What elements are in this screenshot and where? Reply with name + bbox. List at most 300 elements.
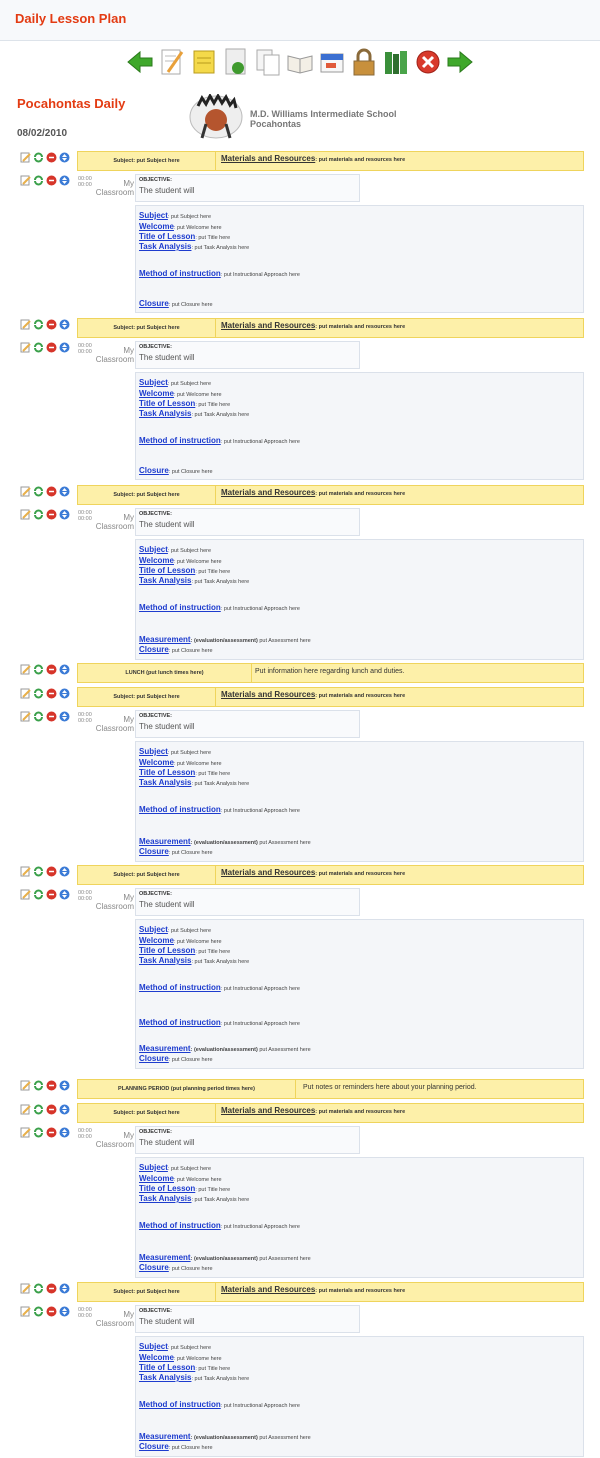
- lesson-plan-name: Pocahontas Daily: [17, 96, 126, 111]
- room-line2: Classroom: [95, 1140, 134, 1149]
- welcome-field: [139, 758, 222, 767]
- objective-text: The student will: [139, 1317, 195, 1326]
- measurement-field: [139, 1432, 311, 1441]
- task-field-link[interactable]: Task Analysis: [139, 956, 192, 965]
- row-action-icons: [20, 1127, 72, 1138]
- start-time: 00:00: [78, 510, 92, 516]
- measurement-field-value: put Assessment here: [257, 1047, 311, 1053]
- task-field-link[interactable]: Task Analysis: [139, 242, 192, 251]
- edit-icon[interactable]: [20, 1306, 31, 1317]
- method-field: [139, 436, 300, 445]
- lesson-details: [135, 205, 584, 313]
- subject-band-label[interactable]: Subject: put Subject here: [78, 688, 216, 706]
- objective-text: The student will: [139, 186, 195, 195]
- welcome-field-link[interactable]: Welcome: [139, 1174, 174, 1183]
- subject-field-link[interactable]: Subject: [139, 378, 168, 387]
- planning-band: [77, 1079, 584, 1099]
- task-field-link[interactable]: Task Analysis: [139, 409, 192, 418]
- room-line2: Classroom: [95, 522, 134, 531]
- materials-value: : put materials and resources here: [315, 1288, 406, 1294]
- method-field-link[interactable]: Method of instruction: [139, 1221, 221, 1230]
- lesson-time: [78, 176, 92, 188]
- method-field-link[interactable]: Method of instruction: [139, 983, 221, 992]
- refresh-icon[interactable]: [33, 509, 44, 520]
- lesson-room: [92, 1310, 134, 1328]
- reorder-icon[interactable]: [59, 866, 70, 877]
- method-field: [139, 983, 300, 992]
- refresh-icon[interactable]: [33, 486, 44, 497]
- subject-field: [139, 1342, 211, 1351]
- edit-icon[interactable]: [20, 889, 31, 900]
- delete-icon[interactable]: [46, 152, 57, 163]
- subject-field-value: : put Subject here: [167, 548, 212, 554]
- end-time: 00:00: [78, 516, 92, 522]
- lock-icon[interactable]: [350, 46, 378, 78]
- objective-label: OBJECTIVE:: [139, 344, 173, 350]
- task-field: [139, 1373, 249, 1382]
- subject-field-link[interactable]: Subject: [139, 925, 168, 934]
- books-icon[interactable]: [382, 46, 410, 78]
- method-field-value: : put Instructional Approach here: [220, 439, 300, 445]
- method-field-link[interactable]: Method of instruction: [139, 1400, 221, 1409]
- sticky-note-icon[interactable]: [190, 46, 218, 78]
- welcome-field-link[interactable]: Welcome: [139, 389, 174, 398]
- row-action-icons: [20, 509, 72, 520]
- reorder-icon[interactable]: [59, 664, 70, 675]
- reorder-icon[interactable]: [59, 319, 70, 330]
- school-name: [250, 109, 396, 129]
- delete-icon[interactable]: [46, 342, 57, 353]
- subject-band-label[interactable]: Subject: put Subject here: [78, 1104, 216, 1122]
- objective-text: The student will: [139, 900, 195, 909]
- end-time: 00:00: [78, 182, 92, 188]
- delete-icon[interactable]: [46, 1306, 57, 1317]
- delete-icon[interactable]: [46, 889, 57, 900]
- planning-band-note[interactable]: Put notes or reminders here about your planning period.: [303, 1084, 477, 1091]
- school-name-line1: M.D. Williams Intermediate School: [250, 109, 397, 119]
- closure-field-link[interactable]: Closure: [139, 847, 169, 856]
- refresh-icon[interactable]: [33, 175, 44, 186]
- task-field-link[interactable]: Task Analysis: [139, 778, 192, 787]
- subject-field-link[interactable]: Subject: [139, 1342, 168, 1351]
- refresh-icon[interactable]: [33, 866, 44, 877]
- materials-resources[interactable]: [221, 488, 405, 497]
- refresh-icon[interactable]: [33, 688, 44, 699]
- row-action-icons: [20, 688, 72, 699]
- title-field: [139, 1184, 230, 1193]
- materials-link: Materials and Resources: [221, 868, 316, 877]
- refresh-icon[interactable]: [33, 342, 44, 353]
- room-line2: Classroom: [95, 188, 134, 197]
- title-field-value: : put Title here: [195, 1187, 231, 1193]
- materials-resources[interactable]: [221, 868, 405, 877]
- edit-icon[interactable]: [20, 319, 31, 330]
- method-field-value: : put Instructional Approach here: [220, 606, 300, 612]
- title-field-value: : put Title here: [195, 771, 231, 777]
- task-field-value: : put Task Analysis here: [191, 412, 250, 418]
- task-field-link[interactable]: Task Analysis: [139, 1373, 192, 1382]
- row-action-icons: [20, 152, 72, 163]
- subject-field-value: : put Subject here: [167, 381, 212, 387]
- title-field-link[interactable]: Title of Lesson: [139, 946, 196, 955]
- materials-resources[interactable]: [221, 1285, 405, 1294]
- objective-text: The student will: [139, 520, 195, 529]
- method-field: [139, 269, 300, 278]
- delete-icon[interactable]: [46, 1104, 57, 1115]
- task-field-value: : put Task Analysis here: [191, 1197, 250, 1203]
- title-field: [139, 946, 230, 955]
- welcome-field-link[interactable]: Welcome: [139, 936, 174, 945]
- method-field-value: : put Instructional Approach here: [220, 272, 300, 278]
- refresh-icon[interactable]: [33, 1104, 44, 1115]
- welcome-field-value: : put Welcome here: [173, 1177, 222, 1183]
- open-book-icon[interactable]: [286, 46, 314, 78]
- method-field-value: : put Instructional Approach here: [220, 986, 300, 992]
- subject-field-value: : put Subject here: [167, 750, 212, 756]
- measurement-field-qualifier: : (evaluation/assessment): [190, 1435, 258, 1441]
- delete-icon[interactable]: [46, 486, 57, 497]
- welcome-field-link[interactable]: Welcome: [139, 758, 174, 767]
- edit-icon[interactable]: [20, 711, 31, 722]
- objective-box[interactable]: [135, 1126, 360, 1154]
- room-line2: Classroom: [95, 724, 134, 733]
- row-action-icons: [20, 175, 72, 186]
- edit-icon[interactable]: [20, 175, 31, 186]
- measurement-field-qualifier: : (evaluation/assessment): [190, 1256, 258, 1262]
- materials-value: : put materials and resources here: [315, 324, 406, 330]
- edit-icon[interactable]: [20, 688, 31, 699]
- objective-box[interactable]: [135, 1305, 360, 1333]
- edit-icon[interactable]: [20, 486, 31, 497]
- materials-value: : put materials and resources here: [315, 693, 406, 699]
- subject-field-link[interactable]: Subject: [139, 545, 168, 554]
- room-line1: My: [123, 893, 134, 902]
- lesson-time: [78, 510, 92, 522]
- delete-icon[interactable]: [46, 664, 57, 675]
- start-time: 00:00: [78, 1128, 92, 1134]
- materials-value: : put materials and resources here: [315, 157, 406, 163]
- edit-icon[interactable]: [20, 1283, 31, 1294]
- welcome-field: [139, 1353, 222, 1362]
- school-logo: [188, 94, 244, 140]
- copy-pages-icon[interactable]: [254, 46, 282, 78]
- method-field-link[interactable]: Method of instruction: [139, 603, 221, 612]
- subject-band-label[interactable]: Subject: put Subject here: [78, 152, 216, 170]
- lesson-details: [135, 539, 584, 660]
- task-field-link[interactable]: Task Analysis: [139, 576, 192, 585]
- subject-band-label[interactable]: Subject: put Subject here: [78, 866, 216, 884]
- subject-field: [139, 925, 211, 934]
- edit-note-icon[interactable]: [158, 46, 186, 78]
- reorder-icon[interactable]: [59, 1104, 70, 1115]
- title-field-link[interactable]: Title of Lesson: [139, 566, 196, 575]
- back-arrow-icon[interactable]: [126, 46, 154, 78]
- task-field: [139, 576, 249, 585]
- subject-band: [77, 318, 584, 338]
- welcome-field-value: : put Welcome here: [173, 761, 222, 767]
- subject-field: [139, 378, 211, 387]
- subject-band-label[interactable]: Subject: put Subject here: [78, 319, 216, 337]
- reorder-icon[interactable]: [59, 342, 70, 353]
- room-line1: My: [123, 715, 134, 724]
- measurement-field: [139, 1044, 311, 1053]
- closure-field: [139, 466, 213, 475]
- objective-text: The student will: [139, 722, 195, 731]
- method-field-2-link[interactable]: Method of instruction: [139, 1018, 221, 1027]
- refresh-icon[interactable]: [33, 711, 44, 722]
- lesson-plan-date: 08/02/2010: [17, 128, 68, 139]
- welcome-field-link[interactable]: Welcome: [139, 222, 174, 231]
- delete-icon[interactable]: [46, 1080, 57, 1091]
- closure-field-value: : put Closure here: [168, 648, 213, 654]
- welcome-field: [139, 936, 222, 945]
- title-field-link[interactable]: Title of Lesson: [139, 768, 196, 777]
- closure-field: [139, 645, 213, 654]
- lunch-band-label[interactable]: LUNCH (put lunch times here): [78, 664, 252, 682]
- row-action-icons: [20, 711, 72, 722]
- materials-resources[interactable]: [221, 1106, 405, 1115]
- refresh-icon[interactable]: [33, 1080, 44, 1091]
- lunch-band-note[interactable]: Put information here regarding lunch and duties.: [255, 668, 405, 675]
- materials-resources[interactable]: [221, 690, 405, 699]
- measurement-field-qualifier: : (evaluation/assessment): [190, 840, 258, 846]
- edit-icon[interactable]: [20, 509, 31, 520]
- measurement-field-value: put Assessment here: [257, 840, 311, 846]
- edit-icon[interactable]: [20, 342, 31, 353]
- title-field-value: : put Title here: [195, 949, 231, 955]
- forward-arrow-icon[interactable]: [446, 46, 474, 78]
- reorder-icon[interactable]: [59, 486, 70, 497]
- method-field-value: : put Instructional Approach here: [220, 1224, 300, 1230]
- title-field: [139, 399, 230, 408]
- materials-link: Materials and Resources: [221, 154, 316, 163]
- edit-icon[interactable]: [20, 152, 31, 163]
- subject-field: [139, 1163, 211, 1172]
- welcome-field-value: : put Welcome here: [173, 225, 222, 231]
- task-field: [139, 1194, 249, 1203]
- measurement-field-qualifier: : (evaluation/assessment): [190, 638, 258, 644]
- refresh-icon[interactable]: [33, 889, 44, 900]
- objective-box[interactable]: [135, 341, 360, 369]
- row-action-icons: [20, 486, 72, 497]
- refresh-icon[interactable]: [33, 152, 44, 163]
- reorder-icon[interactable]: [59, 152, 70, 163]
- materials-link: Materials and Resources: [221, 488, 316, 497]
- lesson-time: [78, 712, 92, 724]
- measurement-field-link[interactable]: Measurement: [139, 635, 191, 644]
- row-action-icons: [20, 1104, 72, 1115]
- refresh-icon[interactable]: [33, 319, 44, 330]
- reorder-icon[interactable]: [59, 1283, 70, 1294]
- title-field-value: : put Title here: [195, 1366, 231, 1372]
- room-line1: My: [123, 1131, 134, 1140]
- measurement-field: [139, 837, 311, 846]
- page-title: Daily Lesson Plan: [15, 11, 127, 26]
- reorder-icon[interactable]: [59, 1080, 70, 1091]
- globe-document-icon[interactable]: [222, 46, 250, 78]
- row-action-icons: [20, 1283, 72, 1294]
- subject-field-link[interactable]: Subject: [139, 211, 168, 220]
- method-field-2: [139, 1018, 300, 1027]
- closure-field-link[interactable]: Closure: [139, 299, 169, 308]
- room-line1: My: [123, 179, 134, 188]
- subject-field-value: : put Subject here: [167, 1166, 212, 1172]
- welcome-field-link[interactable]: Welcome: [139, 556, 174, 565]
- lesson-details: [135, 919, 584, 1069]
- title-field-link[interactable]: Title of Lesson: [139, 1184, 196, 1193]
- delete-icon[interactable]: [46, 688, 57, 699]
- reorder-icon[interactable]: [59, 711, 70, 722]
- lesson-room: [92, 715, 134, 733]
- materials-resources[interactable]: [221, 154, 405, 163]
- reorder-icon[interactable]: [59, 688, 70, 699]
- row-action-icons: [20, 342, 72, 353]
- lesson-details: [135, 741, 584, 862]
- reorder-icon[interactable]: [59, 1306, 70, 1317]
- closure-field: [139, 299, 213, 308]
- materials-link: Materials and Resources: [221, 321, 316, 330]
- objective-label: OBJECTIVE:: [139, 1129, 173, 1135]
- delete-icon[interactable]: [46, 319, 57, 330]
- edit-icon[interactable]: [20, 1127, 31, 1138]
- welcome-field: [139, 556, 222, 565]
- closure-field-link[interactable]: Closure: [139, 645, 169, 654]
- closure-field-link[interactable]: Closure: [139, 466, 169, 475]
- room-line1: My: [123, 346, 134, 355]
- refresh-icon[interactable]: [33, 1127, 44, 1138]
- delete-icon[interactable]: [46, 1283, 57, 1294]
- cancel-icon[interactable]: [414, 46, 442, 78]
- lesson-time: [78, 343, 92, 355]
- calendar-icon[interactable]: [318, 46, 346, 78]
- subject-field-link[interactable]: Subject: [139, 747, 168, 756]
- edit-icon[interactable]: [20, 664, 31, 675]
- closure-field: [139, 847, 213, 856]
- closure-field-value: : put Closure here: [168, 302, 213, 308]
- task-field-link[interactable]: Task Analysis: [139, 1194, 192, 1203]
- measurement-field-link[interactable]: Measurement: [139, 837, 191, 846]
- page-header: [0, 0, 600, 41]
- row-action-icons: [20, 1080, 72, 1091]
- closure-field-link[interactable]: Closure: [139, 1054, 169, 1063]
- end-time: 00:00: [78, 718, 92, 724]
- refresh-icon[interactable]: [33, 1283, 44, 1294]
- lunch-band: [77, 663, 584, 683]
- closure-field: [139, 1054, 213, 1063]
- welcome-field-link[interactable]: Welcome: [139, 1353, 174, 1362]
- closure-field-link[interactable]: Closure: [139, 1263, 169, 1272]
- measurement-field-link[interactable]: Measurement: [139, 1253, 191, 1262]
- measurement-field-value: put Assessment here: [257, 638, 311, 644]
- subject-band-label[interactable]: Subject: put Subject here: [78, 1283, 216, 1301]
- closure-field-value: : put Closure here: [168, 1445, 213, 1451]
- objective-box[interactable]: [135, 710, 360, 738]
- objective-text: The student will: [139, 1138, 195, 1147]
- materials-resources[interactable]: [221, 321, 405, 330]
- method-field-link[interactable]: Method of instruction: [139, 269, 221, 278]
- edit-icon[interactable]: [20, 866, 31, 877]
- edit-icon[interactable]: [20, 1080, 31, 1091]
- subject-field-link[interactable]: Subject: [139, 1163, 168, 1172]
- objective-box[interactable]: [135, 174, 360, 202]
- delete-icon[interactable]: [46, 711, 57, 722]
- task-field: [139, 409, 249, 418]
- materials-link: Materials and Resources: [221, 1285, 316, 1294]
- end-time: 00:00: [78, 349, 92, 355]
- lesson-details: [135, 372, 584, 480]
- title-field: [139, 768, 230, 777]
- reorder-icon[interactable]: [59, 889, 70, 900]
- reorder-icon[interactable]: [59, 1127, 70, 1138]
- method-field-link[interactable]: Method of instruction: [139, 436, 221, 445]
- lesson-time: [78, 1307, 92, 1319]
- method-field-value: : put Instructional Approach here: [220, 1403, 300, 1409]
- objective-label: OBJECTIVE:: [139, 891, 173, 897]
- delete-icon[interactable]: [46, 175, 57, 186]
- title-field-link[interactable]: Title of Lesson: [139, 1363, 196, 1372]
- subject-band: [77, 151, 584, 171]
- planning-band-label[interactable]: PLANNING PERIOD (put planning period times here): [78, 1080, 296, 1098]
- row-action-icons: [20, 866, 72, 877]
- title-field-link[interactable]: Title of Lesson: [139, 399, 196, 408]
- task-field-value: : put Task Analysis here: [191, 245, 250, 251]
- room-line2: Classroom: [95, 902, 134, 911]
- delete-icon[interactable]: [46, 866, 57, 877]
- measurement-field: [139, 1253, 311, 1262]
- method-field: [139, 805, 300, 814]
- subject-field-value: : put Subject here: [167, 214, 212, 220]
- closure-field-link[interactable]: Closure: [139, 1442, 169, 1451]
- closure-field-value: : put Closure here: [168, 850, 213, 856]
- reorder-icon[interactable]: [59, 175, 70, 186]
- method-field: [139, 1221, 300, 1230]
- delete-icon[interactable]: [46, 1127, 57, 1138]
- task-field: [139, 956, 249, 965]
- title-field-link[interactable]: Title of Lesson: [139, 232, 196, 241]
- materials-link: Materials and Resources: [221, 1106, 316, 1115]
- start-time: 00:00: [78, 343, 92, 349]
- title-field-value: : put Title here: [195, 402, 231, 408]
- delete-icon[interactable]: [46, 509, 57, 520]
- reorder-icon[interactable]: [59, 509, 70, 520]
- title-field: [139, 1363, 230, 1372]
- welcome-field: [139, 1174, 222, 1183]
- edit-icon[interactable]: [20, 1104, 31, 1115]
- toolbar: [126, 46, 476, 80]
- subject-band: [77, 687, 584, 707]
- row-action-icons: [20, 889, 72, 900]
- closure-field-value: : put Closure here: [168, 1057, 213, 1063]
- measurement-field-link[interactable]: Measurement: [139, 1432, 191, 1441]
- objective-box[interactable]: [135, 508, 360, 536]
- subject-field: [139, 545, 211, 554]
- objective-label: OBJECTIVE:: [139, 1308, 173, 1314]
- refresh-icon[interactable]: [33, 1306, 44, 1317]
- end-time: 00:00: [78, 896, 92, 902]
- objective-box[interactable]: [135, 888, 360, 916]
- method-field-link[interactable]: Method of instruction: [139, 805, 221, 814]
- measurement-field-link[interactable]: Measurement: [139, 1044, 191, 1053]
- end-time: 00:00: [78, 1134, 92, 1140]
- start-time: 00:00: [78, 176, 92, 182]
- row-action-icons: [20, 1306, 72, 1317]
- subject-band-label[interactable]: Subject: put Subject here: [78, 486, 216, 504]
- subject-band: [77, 1282, 584, 1302]
- room-line2: Classroom: [95, 1319, 134, 1328]
- refresh-icon[interactable]: [33, 664, 44, 675]
- method-field-2-value: : put Instructional Approach here: [220, 1021, 300, 1027]
- task-field-value: : put Task Analysis here: [191, 579, 250, 585]
